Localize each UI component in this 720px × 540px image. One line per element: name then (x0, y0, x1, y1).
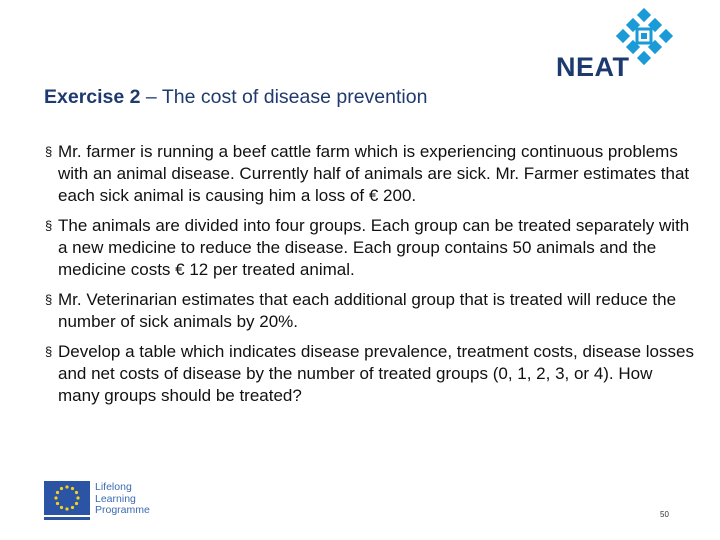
title-rest: – The cost of disease prevention (140, 86, 428, 108)
eu-flag-icon (44, 481, 90, 521)
bullet-text: Mr. Veterinarian estimates that each additional group that is treated will reduce the number of sick animals by 20%. (58, 290, 677, 331)
bullet-marker: § (45, 144, 53, 159)
neat-logo-text: NEAT (556, 52, 630, 82)
bullet-marker: § (45, 344, 53, 359)
bullet-marker: § (45, 292, 53, 307)
list-item (44, 341, 694, 407)
programme-line: Lifelong (95, 481, 132, 493)
page-number: 50 (660, 510, 669, 519)
bullet-text: Mr. farmer is running a beef cattle farm which is experiencing continuous problems with an animal disease. Currently half of animals are sick. Mr. Farmer estimates that each sick animal is causing him a loss of € 200. (58, 142, 690, 205)
programme-line: Programme (95, 504, 150, 516)
bullet-list (44, 141, 694, 415)
list-item (44, 289, 694, 333)
programme-line: Learning (95, 492, 136, 505)
bullet-text: Develop a table which indicates disease prevalence, treatment costs, disease losses and net costs of disease by the number of treated groups (0, 1, 2, 3, or 4). How many groups should be treated? (58, 342, 694, 405)
slide-title (44, 86, 427, 109)
bullet-marker: § (45, 218, 53, 233)
list-item (44, 141, 694, 207)
bullet-text: The animals are divided into four groups. Each group can be treated separately with a new medicine to reduce the disease. Each group contains 50 animals and the medicine costs € 12 per treated animal. (58, 216, 690, 279)
list-item (44, 215, 694, 281)
programme-label (95, 482, 150, 517)
title-prefix: Exercise 2 (44, 86, 141, 108)
